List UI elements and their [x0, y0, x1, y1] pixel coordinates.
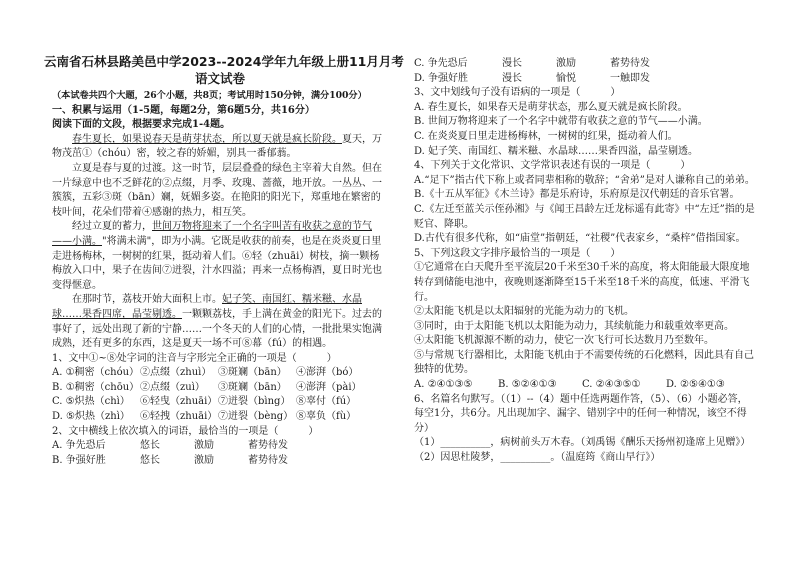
- section-heading: 一、积累与运用（1-5题，每题2分，第6题5分，共16分）: [52, 104, 315, 116]
- question-4-stem: 4、下列关于文化常识、文学常识表述有误的一项是（ ）: [414, 160, 691, 172]
- question-1-option: B. ①稠密（chōu）②点缀（zuì） ③斑斓（bān） ④澎湃（pài）: [52, 381, 362, 393]
- question-1-option: D. ⑤炽热（zhì） ⑥轻拽（zhuāi）⑦迸裂（bèng） ⑧辜负（fù）: [52, 411, 357, 423]
- reading-instruction: 阅读下面的文段，根据要求完成1-4题。: [52, 119, 231, 131]
- question-2-stem: 2、文中横线上依次填入的词语，最恰当的一项是（ ）: [52, 425, 319, 437]
- question-3-stem: 3、文中划线句子没有语病的一项是（ ）: [414, 87, 621, 99]
- passage-paragraph-1: 春生夏长，如果说春天是萌芽状态，所以夏天就是疯长阶段。夏天，万物茂茁①（chóu）密，较之春的娇媚，别具一番郁蓊。: [52, 133, 382, 160]
- question-2-option: B. 争强好胜 悠长 激励 蓄势待发: [52, 454, 288, 466]
- question-6-item: （2）因思杜陵梦，__________。（温庭筠《商山早行》）: [414, 452, 661, 464]
- question-5-stem: 5、下列这段文字排序最恰当的一项是（ ）: [414, 247, 621, 259]
- question-1-stem: 1、文中①~⑧处字词的注音与字形完全正确的一项是（ ）: [52, 352, 337, 364]
- question-6-stem: 6、名篇名句默写。（（1）--（4）题中任选两题作答，（5）、（6）小题必答，每空1分，共6分。凡出现加字、漏字、错别字中的任何一种情况，该空不得分）: [414, 393, 748, 434]
- passage-paragraph-2: 立夏是春与夏的过渡。这一时节，层层叠叠的绿色主宰着大自然。但在一片绿意中也不乏鲜花的②点缀，月季、玫瑰、蔷薇，地开放。一丛丛、一簇簇，五彩③斑（bān）斓，妩媚多姿。在艳阳的阳光下，郑重地在繁密的枝叶间，花朵们带着④感谢的热力，相互笑。: [52, 162, 382, 218]
- question-5-item: ②太阳能飞机是以太阳辐射的光能为动力的飞机。: [414, 306, 634, 318]
- question-3-option: C. 在炎炎夏日里走进杨梅林，一树树的红果，挺动着人们。: [414, 130, 678, 142]
- question-4-option: C.《左迁至蓝关示侄孙湘》与《闻王昌龄左迁龙标遥有此寄》中“左迁”指的是贬官、降职。: [414, 203, 755, 230]
- question-5-item: ③同时，由于太阳能飞机以太阳能为动力，其续航能力和载重效率更高。: [414, 320, 734, 332]
- question-5-item: ④太阳能飞机源源不断的动力，使它一次飞行可长达数月乃至数年。: [414, 335, 714, 347]
- question-6-item: （1）__________，病树前头万木春。（刘禹锡《酬乐天扬州初逢席上见赠》）: [414, 437, 751, 449]
- question-4-option: D.古代有很多代称，如“庙堂”指朝廷，“社稷”代表家乡，“桑梓”借指国家。: [414, 233, 746, 245]
- question-3-option: B. 世间万物将迎来了一个名字中就带有收获之意的节气——小满。: [414, 116, 708, 128]
- exam-subtitle: 语文试卷: [194, 71, 245, 86]
- underlined-sentence-2: 世间万物将迎来了一个名字叫苦有收获之意的节气——小满。: [52, 221, 372, 247]
- question-4-option: B.《十五从军征》《木兰诗》都是乐府诗，乐府原是汉代朝廷的音乐官署。: [414, 189, 740, 201]
- underlined-sentence-4: 妃子笑、南国红、糯米糍、水晶球……果香四席，晶莹剔透。: [52, 294, 362, 320]
- passage-paragraph-3: 经过立夏的蓄力，世间万物将迎来了一个名字叫苦有收获之意的节气——小满。"将满未满"，即为小满。它既是收获的前奏，也是在炎炎夏日里走进杨梅林，一树树的红果，挺动着人们。⑥轻（zhuāi）树枝，摘一颗杨梅放入口中，果子在齿间⑦迸裂，汁水四溢；再来一点杨梅酒，夏日时光也变得惬意。: [52, 221, 382, 291]
- passage-paragraph-4: 在那时节，荔枝开始大面积上市。妃子笑、南国红、糯米糍、水晶球……果香四席，晶莹剔透。一颗颗荔枝，手上满在黄金的阳光下。过去的事好了，远处出现了新的宁静……一个冬天的人们的心情，一批批果实饱满成熟，还有更多的东西，这是夏天一场不可⑧幕（fú）的相遇。: [52, 294, 382, 350]
- left-column: [44, 0, 404, 468]
- question-5-options: A. ②④①③⑤ B. ⑤②④①③ C. ②④③⑤① D. ②⑤④①③: [414, 379, 725, 391]
- question-5-item: ⑤与常规飞行器相比，太阳能飞机由于不需要传统的石化燃料，因此具有自己独特的优势。: [414, 349, 754, 376]
- question-3-option: A. 春生夏长，如果春天是萌芽状态，那么夏天就是疯长阶段。: [414, 101, 688, 113]
- right-column: [414, 0, 756, 466]
- question-2-option: C. 争先恐后 漫长 激励 蓄势待发: [414, 58, 650, 69]
- exam-info: （本试卷共四个大题，26个小题，共8页；考试用时150分钟，满分100分）: [52, 90, 367, 101]
- question-2-option: D. 争强好胜 漫长 愉悦 一触即发: [414, 72, 650, 84]
- exam-title: 云南省石林县路美邑中学2023--2024学年九年级上册11月月考: [44, 54, 404, 69]
- question-1-option: C. ⑤炽热（chì） ⑥轻曳（zhuāi）⑦迸裂（bìng） ⑧辜付（fú）: [52, 396, 357, 408]
- question-4-option: A.“足下”指古代下称上或者同辈相称的敬辞；“舍弟”是对人谦称自己的弟弟。: [414, 174, 755, 186]
- question-1-option: A. ①稠密（chóu）②点缀（zhuì） ③斑斓（bān） ④澎湃（bó）: [52, 367, 359, 379]
- question-3-option: D. 妃子笑、南国红、糯米糍、水晶球……果香四溢，晶莹剔透。: [414, 145, 699, 157]
- underlined-sentence-1: 春生夏长，如果说春天是萌芽状态，所以夏天就是疯长阶段。: [72, 133, 342, 145]
- question-5-item: ①它通常在白天爬升至平流层20千米至30千米的高度，将太阳能最大限度地转存到储能电池中，夜晚则逐渐降至15千米至18千米的高度，低速、平滑飞行。: [414, 262, 750, 303]
- question-1-options: [52, 366, 388, 424]
- question-2-option: A. 争先恐后 悠长 激励 蓄势待发: [52, 440, 288, 452]
